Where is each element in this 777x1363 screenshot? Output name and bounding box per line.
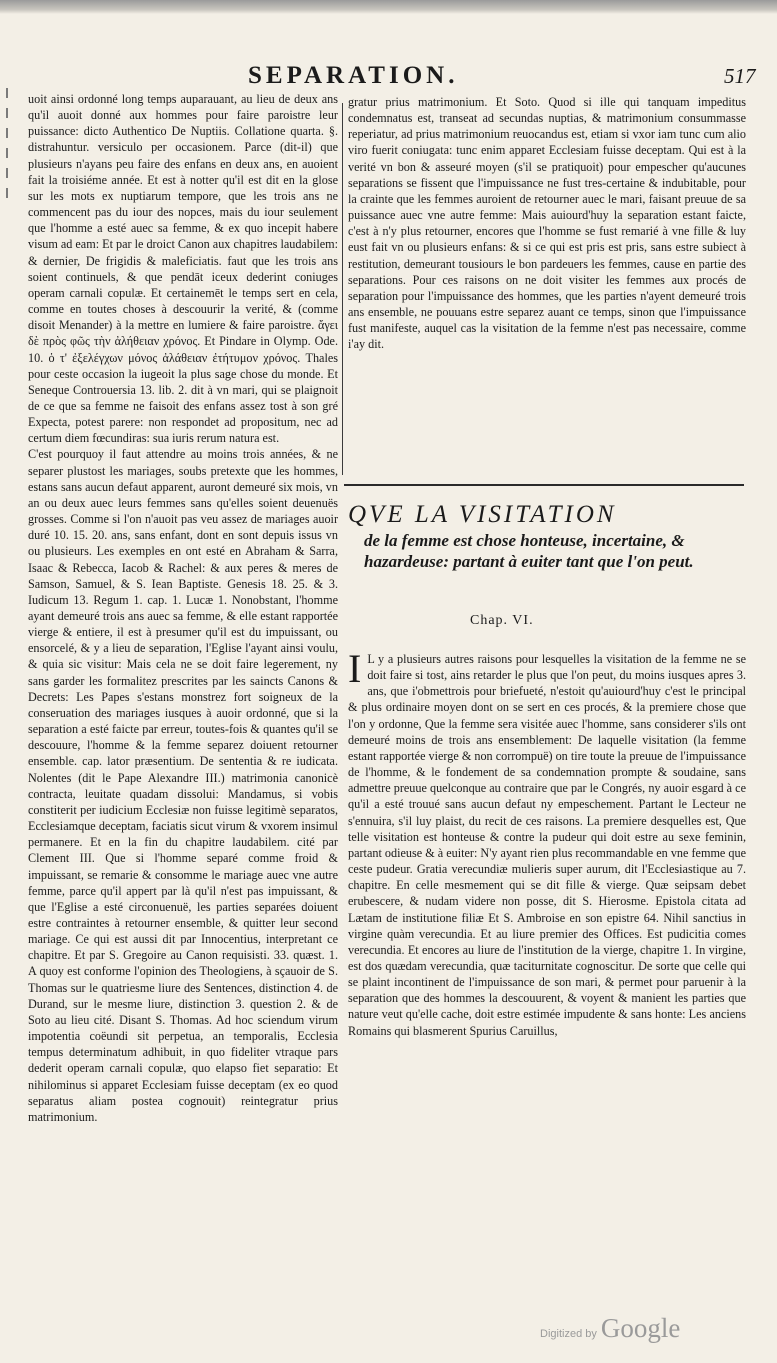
right-column-bottom: [348, 651, 746, 1336]
running-title: SEPARATION.: [248, 62, 459, 89]
paragraph: uoit ainsi ordonné long temps auparauant, au lieu de deux ans qu'il auoit donné aux hommes pour faire paroistre leur puissance: dicto Authentico De Nuptiis. Collatione quarta. §. distrahuntur. versiculo per occasionem. Parce (dit-il) que plusieurs n'ayans peu faire des enfans en deux ans, en auoient fait la troisiéme année. Et est à notter qu'il est dit en la glose sur les mots ex nuptiarum tempore, que les trois ans ne commencent pas du iour des nopces, mais du iour seulement que l'homme a esté auec sa femme, & ex quo incepit habere visum ad eam: Et par le droict Canon aux chapitres laudabilem: & dernier, De frigidis & maleficiatis. faut que les trois ans soient continuels, & que pendāt iceux dederint coniuges operam carnali copulæ. Et certainemēt le temps sert en cela, comme en toutes choses à descouurir la verité, & (comme disoit Menander) à la mettre en lumiere & faire paroistre. ἄγει δὲ πρὸς φῶς τὴν ἀλήθειαν χρόνος. Et Pindare in Olymp. Ode. 10. ὁ τ' ἐξελέγχων μόνος ἀλάθειαν ἐτήτυμον χρόνος. Thales pour ceste occasion la iugeoit la plus sage chose du monde. Et Seneque Controuersia 13. lib. 2. dit à vn mari, qui se plaignoit de ce que sa femme ne faisoit des enfans assez tost à son gré Expecta, potest parere: non respondet ad propositum, nec ad certum diem fœcundiras: sua iuris rerum natura est.: [28, 92, 338, 446]
drop-cap: I: [348, 651, 362, 691]
section-rule: [344, 484, 744, 486]
paragraph: gratur prius matrimonium. Et Soto. Quod si ille qui tanquam impeditus condemnatus est, transeat ad secundas nuptias, & matrimonium consummasse reperiatur, ad prius matrimonium reuocandus est, etiam si vxor iam tunc cum alio viro fuerit coniugata: tunc enim apparet Ecclesiam fuisse deceptam. Qui est à la verité vn bon & asseuré moyen (s'il se pratiquoit) pour empescher qu'aucunes separations se fissent que l'impuissance ne fust tres-certaine & indubitable, pour la crainte que les femmes auroient de retourner auec le mari, faisant preuue de sa puissance auec vne autre femme: Mais auiourd'huy la separation estant faicte, c'est à n'y plus retourner, encores que l'homme se fust remarié à vne fille & luy eust fait vn ou plusieurs enfans: & si ce qui est pris est pris, sans estre subiect à restitution, demeurant tousiours le bon pardeuers les femmes, cause en partie des separations. Pour ces raisons on ne doit visiter les femmes aux procés de separation pour l'impuissance des hommes, que les parties n'ayent demeuré trois ans ensemble, ne pouuans estre separez auant ce temps, sinon que l'impuissance fust manifeste, auquel cas la visitation de la femme n'est pas necessaire, comme i'ay dit.: [348, 95, 746, 352]
chapter-title-rest: de la femme est chose honteuse, incertaine, & hazardeuse: partant à euiter tant que l'on peut.: [364, 531, 694, 571]
digitized-watermark: [540, 1313, 680, 1344]
column-divider: [342, 103, 343, 475]
binding-marks: [2, 78, 16, 498]
paragraph-text: L y a plusieurs autres raisons pour lesquelles la visitation de la femme ne se doit faire si tost, ains retarder le plus que l'on peut, du moins iusques apres 3. ans, que i'obmettrois pour briefueté, n'estoit qu'auiourd'huy c'est le principal & plus ordinaire moyen dont on se sert en ces procés, & la premiere chose que l'on y ordonne, Que la femme sera visitée auec l'homme, sans considerer s'ils ont demeuré moins de trois ans ensemblement: De laquelle visitation (la femme estant rapportée vierge & non corrompuë) on tire toute la preuue de l'impuissance de l'homme, & le fondement de sa condemnation prompte & soudaine, sans admettre preuue quelconque au contraire que par le Congrés, ny auoir esgard à ce qu'il a esté trouué sans aucun defaut ny empeschement. Partant le Lecteur ne s'ennuira, s'il luy plaist, du recit de ces raisons. La premiere desquelles est, Que telle visitation est honteuse & contre la pudeur qui doit estre au sexe feminin, partant odieuse & à euiter: N'y ayant rien plus recommandable en vne femme que ceste pudeur. Gratia verecundiæ mulieris super aurum, dit l'Ecclesiastique au 7. chapitre. En celle mesmement qui se dit fille & vierge. Quæ seipsam debet erubescere, & nudam videre non posse, dit S. Hierosme. Epistola citata ad Lætam de institutione filiæ Et S. Ambroise en son epistre 64. Nihil sanctius in virgine quàm verecundia. Et au liure premier des Offices. Est pudicitia comes verecundia. Et encores au liure de l'institution de la vierge, chapitre 1. In virgine, est dos quædam verecundia, quæ taciturnitate cognoscitur. De sorte que celle qui se plaint incontinent de l'impuissance de son mari, & permet pour paruenir à la separation que des hommes la descouurent, & voyent & manient les parties que nature veut qu'elle cache, doit estre estimée impudente & sans honte: Les anciens Romains qui blasmerent Spurius Caruillus,: [348, 652, 746, 1038]
chapter-title-caps: QVE LA VISITATION: [348, 501, 617, 528]
watermark-small: Digitized by: [540, 1328, 597, 1340]
page-number: 517: [724, 64, 756, 88]
paragraph: C'est pourquoy il faut attendre au moins trois années, & ne separer plustost les mariages, soubs pretexte que les hommes, estans sans aucun defaut apparent, auront demeuré six mois, vn an ou deux auec leurs femmes sans qu'elles soient deuenuës grosses. Comme si l'on n'auoit pas veu assez de mariages auoir duré 10. 15. 20. ans, sans enfant, dont en sont depuis issus vn ou plusieurs. Les exemples en ont esté en Abraham & Sarra, Isaac & Rebecca, Iacob & Rachel: & aux peres & meres de Samson, Samuel, & S. Iean Baptiste. Genesis 18. 25. & 3. Iudicum 13. Regum 1. cap. 1. Lucæ 1. Nonobstant, l'homme ayant demeuré trois ans auec sa femme, & elle estant rapportée vierge & entiere, il est à presumer qu'il est du impuissant, ou ensorcelé, & y a lieu de separation, l'Eglise l'ayant ainsi voulu, & quia sic visitur: Mais cela ne se doit faire legerement, ny sans garder les formalitez prescrites par les saincts Canons & Decrets: Les Papes s'estans monstrez fort soigneux de la conseruation des mariages iusques à auoir ordonné, que si la separation a esté faicte par erreur, toutes-fois & quantes qu'il se descouure, l'homme & la femme separez doiuent retourner ensemble. cap. lator præsentium. De sententia & re iudicata. Nolentes (dit le Pape Alexandre III.) matrimonia canonicè contracta, leuitate quadam dissolui: Mandamus, si vobis constiterit per iudicium Ecclesiæ non fuisse legitimè separatos, Ecclesiamque deceptam, faciatis sicut virum & vxorem insimul permanere. Et en la fin du chapitre laudabilem. cité par Clement III. Que si l'homme separé comme froid & impuissant, se remarie & consomme le mariage auec vne autre femme, parce qu'il appert par là qu'il n'est pas impuissant, & que l'Eglise a esté circonuenuë, les parties separées doiuent estre contraintes à retourner ensemble, & quitter leur second mariage. Ce qui est aussi dit par Innocentius, interpretant ce chapitre. Et par S. Gregoire au Canon requisisti. 33. quæst. 1. A quoy est conforme l'opinion des Theologiens, à sçauoir de S. Thomas sur le quatriesme liure des Sentences, distinction 4. de Durand, sur le mesme liure, distinction 3. question 2. & de Soto au lieu cité. Disant S. Thomas. Ad hoc sciendum virum impotentia coëundi sit perpetua, an temporalis, Ecclesia tempus determinatum adhibuit, in quo fideliter vtraque pars dederit operam carnali copulæ, quo elapso fiet separatio: Et nihilominus si apparet Ecclesiam fuisse deceptam (ex eo quod separatus aliam postea cognouit) reintegratur prius matrimonium.: [28, 447, 338, 1124]
left-column: [28, 91, 338, 1336]
watermark-logo: Google: [600, 1313, 681, 1343]
chapter-number: Chap. VI.: [470, 613, 534, 628]
paragraph: [348, 651, 746, 1039]
scan-top-edge: [0, 0, 777, 14]
right-column-top: [348, 94, 746, 464]
chapter-heading: [348, 500, 748, 572]
